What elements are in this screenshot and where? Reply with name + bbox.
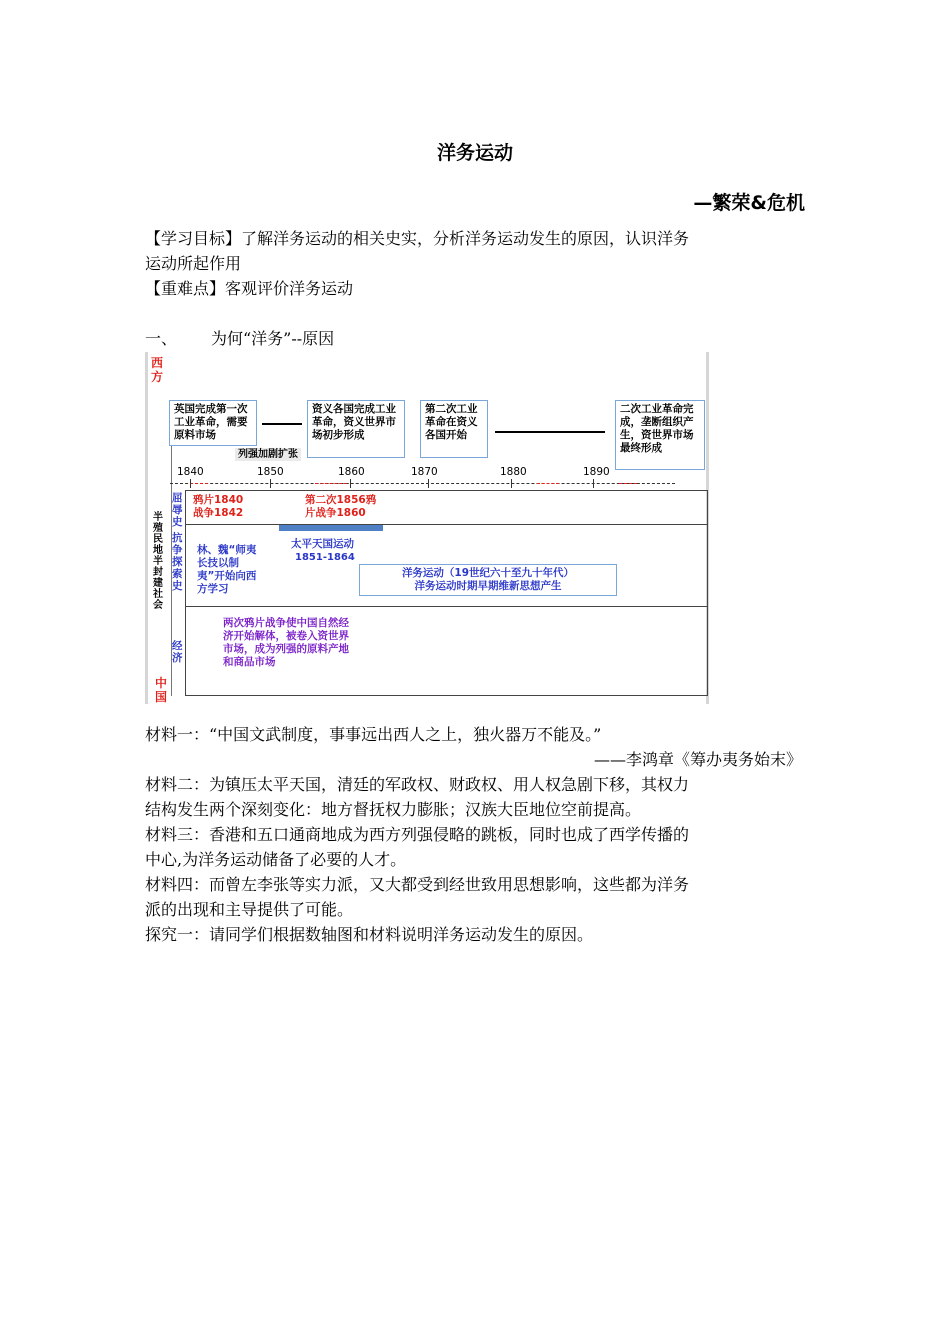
china-label: 中国 xyxy=(155,676,168,704)
material-2-line-2: 结构发生两个深刻变化：地方督抚权力膨胀；汉族大臣地位空前提高。 xyxy=(145,800,642,819)
year-label: 1890 xyxy=(583,466,610,478)
row-label-humiliation: 屈辱史 xyxy=(172,492,183,528)
material-3-line-2: 中心,为洋务运动储备了必要的人才。 xyxy=(145,850,407,869)
west-event-box-4: 二次工业革命完成，垄断组织产生，资世界市场最终形成 xyxy=(615,400,705,470)
year-label: 1850 xyxy=(257,466,284,478)
learning-goal-line-2: 运动所起作用 xyxy=(145,254,242,273)
timeline-axis xyxy=(170,483,675,485)
key-points: 【重难点】客观评价洋务运动 xyxy=(145,279,354,298)
material-1-source: ——李鸿章《筹办夷务始末》 xyxy=(593,750,802,769)
opium-war-2: 第二次1856鸦片战争1860 xyxy=(305,494,377,519)
yangwu-line-1: 洋务运动（19世纪六十至九十年代） xyxy=(401,567,575,579)
section-1-title: 为何“洋务”--原因 xyxy=(211,329,335,348)
taiping-period-bar xyxy=(279,525,383,531)
material-2-line-1: 材料二：为镇压太平天国，清廷的军政权、财政权、用人权急剧下移，其权力 xyxy=(145,775,690,794)
material-4-line-2: 派的出现和主导提供了可能。 xyxy=(145,900,354,919)
year-label: 1860 xyxy=(338,466,365,478)
material-4 xyxy=(145,872,805,922)
lin-wei-learning: 林、魏“师夷长技以制夷”开始向西方学习 xyxy=(197,544,257,595)
page-subtitle: —繁荣&危机 xyxy=(693,192,805,214)
material-4-line-1: 材料四：而曾左李张等实力派，又大都受到经世致用思想影响，这些都为洋务 xyxy=(145,875,690,894)
west-event-box-3: 第二次工业革命在资义各国开始 xyxy=(420,400,488,458)
taiping-years: 1851-1864 xyxy=(295,552,355,563)
material-2 xyxy=(145,772,805,822)
row-label-struggle: 抗争探索史 xyxy=(172,532,183,592)
west-event-box-1: 英国完成第一次工业革命，需要原料市场 xyxy=(169,400,257,446)
yangwu-movement-box xyxy=(359,564,617,596)
economy-note: 两次鸦片战争使中国自然经济开始解体，被卷入资世界市场，成为列强的原料产地和商品市场 xyxy=(223,617,349,668)
page-title: 洋务运动 xyxy=(436,142,513,164)
timeline-diagram xyxy=(145,352,709,704)
year-label: 1880 xyxy=(500,466,527,478)
opium-war-1: 鸦片1840战争1842 xyxy=(193,494,244,519)
row-label-economy: 经济 xyxy=(172,640,183,664)
material-3 xyxy=(145,822,805,872)
inquiry-1: 探究一：请同学们根据数轴图和材料说明洋务运动发生的原因。 xyxy=(145,925,594,944)
material-3-line-1: 材料三：香港和五口通商地成为西方列强侵略的跳板，同时也成了西学传播的 xyxy=(145,825,690,844)
section-1-heading xyxy=(145,326,334,349)
yangwu-line-2: 洋务运动时期早期维新思想产生 xyxy=(414,580,562,592)
society-label: 半殖民地半封建社会 xyxy=(153,512,163,611)
learning-goal-line-1: 【学习目标】了解洋务运动的相关史实，分析洋务运动发生的原因，认识洋务 xyxy=(145,229,690,248)
expansion-label: 列强加剧扩张 xyxy=(235,448,301,461)
taiping-movement: 太平天国运动 xyxy=(291,538,354,550)
section-1-number: 一、 xyxy=(145,329,178,348)
year-label: 1870 xyxy=(411,466,438,478)
year-label: 1840 xyxy=(177,466,204,478)
west-event-box-2: 资义各国完成工业革命，资义世界市场初步形成 xyxy=(307,400,405,458)
west-label: 西方 xyxy=(151,356,164,384)
material-1: 材料一：“中国文武制度，事事远出西人之上，独火器万不能及。” xyxy=(145,725,602,744)
learning-goal xyxy=(145,226,805,301)
